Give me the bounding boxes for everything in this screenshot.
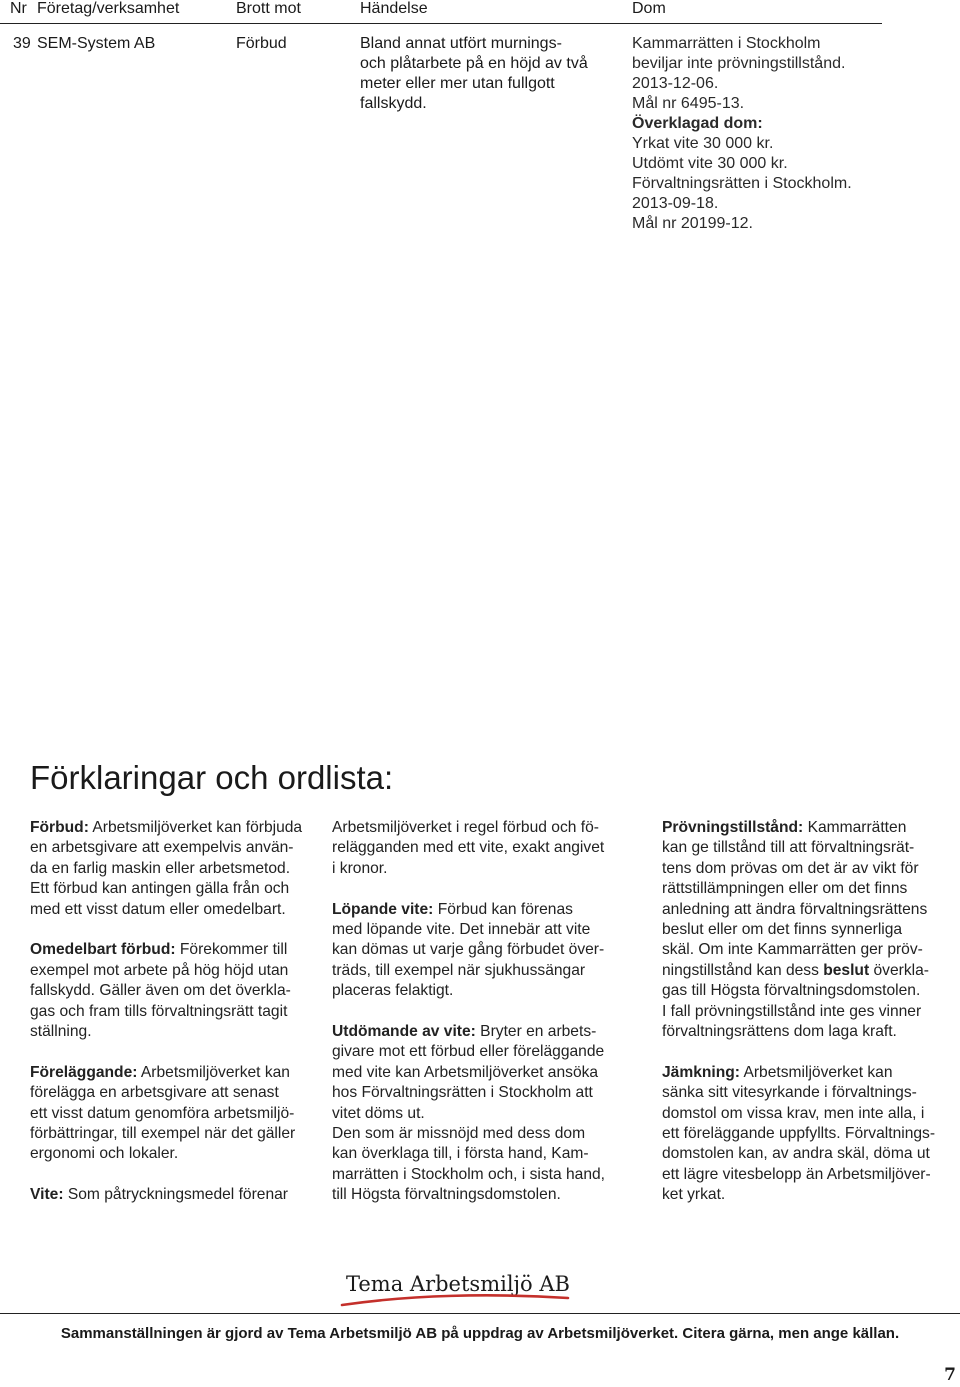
verdict-line: Yrkat vite 30 000 kr. [632, 135, 774, 152]
glossary-title: Förklaringar och ordlista: [30, 759, 394, 796]
bold-word-beslut: beslut [823, 961, 870, 979]
definition-line: med löpande vite. Det innebär att vite [332, 921, 591, 939]
definition-text: Bryter en arbets- [475, 1023, 597, 1041]
definition-line: förelägga en arbetsgivare att senast [30, 1084, 279, 1102]
spacer [332, 879, 632, 899]
glossary-entry-forelaggande [30, 1063, 330, 1083]
definition-text: Som påtryckningsmedel förenar [63, 1186, 288, 1204]
definition-text: Arbetsmiljöverket kan förbjuda [88, 819, 303, 836]
glossary-entry-omedelbart [30, 940, 330, 960]
footer-attribution: Sammanställningen är gjord av Tema Arbetsmiljö AB på uppdrag av Arbetsmiljöverket. Citera gärna, men ange källan. [60, 1325, 900, 1342]
term-jamkning: Jämkning: [662, 1063, 740, 1081]
glossary-column-2 [332, 818, 632, 1206]
verdict-line: 2013-09-18. [632, 195, 719, 212]
definition-line: sänka sitt vitesyrkande i förvaltnings- [662, 1084, 917, 1102]
event-line: och plåtarbete på en höjd av två [360, 55, 588, 72]
definition-line: anledning att ändra förvaltningsrättens [662, 900, 928, 918]
definition-line: domstolen kan, av andra skäl, döma ut [662, 1145, 930, 1163]
footer-rule [0, 1313, 960, 1314]
definition-line: ket yrkat. [662, 1186, 726, 1204]
verdict-line: Utdömt vite 30 000 kr. [632, 155, 788, 172]
definition-line: beslut eller om det finns synnerliga [662, 921, 903, 939]
definition-line: ställning. [30, 1023, 92, 1041]
definition-text: Arbetsmiljöverket kan [739, 1063, 893, 1081]
verdict-line: Förvaltningsrätten i Stockholm. [632, 175, 852, 192]
definition-line: I fall prövningstillstånd inte ges vinner [662, 1002, 922, 1020]
verdict-appealed-label: Överklagad dom: [632, 115, 763, 132]
term-provningstillstand: Prövningstillstånd: [662, 819, 804, 836]
definition-line: med ett visst datum eller omedelbart. [30, 900, 286, 918]
term-utdomande: Utdömande av vite: [332, 1023, 476, 1041]
header-company: Företag/verksamhet [37, 0, 180, 17]
definition-line: da en farlig maskin eller arbetsmetod. [30, 859, 291, 877]
header-rule [0, 23, 882, 24]
term-lopande-vite: Löpande vite: [332, 900, 434, 918]
verdict-line: 2013-12-06. [632, 75, 719, 92]
row-event [360, 34, 588, 114]
row-nr: 39 [13, 35, 31, 52]
definition-line: i kronor. [332, 859, 388, 877]
definition-line: skäl. Om inte Kammarrätten ger pröv- [662, 941, 923, 959]
definition-line: exempel mot arbete på hög höjd utan [30, 961, 289, 979]
glossary-entry-provningstillstand [662, 818, 960, 838]
spacer [30, 920, 330, 940]
header-verdict: Dom [632, 0, 666, 17]
definition-line: Ett förbud kan antingen gälla från och [30, 880, 290, 898]
header-breach: Brott mot [236, 0, 301, 17]
definition-line: vitet döms ut. [332, 1104, 425, 1122]
glossary-entry-lopande-vite [332, 900, 632, 920]
definition-line: till Högsta förvaltningsdomstolen. [332, 1186, 561, 1204]
definition-line: med vite kan Arbetsmiljöverket ansöka [332, 1063, 599, 1081]
tema-arbetsmiljo-logo [320, 1270, 630, 1310]
verdict-line: beviljar inte prövningstillstånd. [632, 55, 846, 72]
definition-line: gas och fram tills förvaltningsrätt tagit [30, 1002, 288, 1020]
definition-line: placeras felaktigt. [332, 982, 454, 1000]
logo-swoosh-icon [320, 1292, 630, 1308]
definition-line: givare mot ett förbud eller föreläggande [332, 1043, 605, 1061]
verdict-line: Mål nr 20199-12. [632, 215, 753, 232]
term-forelaggande: Föreläggande: [30, 1063, 138, 1081]
term-vite: Vite: [30, 1186, 64, 1204]
glossary-column-1 [30, 818, 330, 1206]
spacer [30, 1042, 330, 1062]
definition-text: Kammarrätten [803, 819, 907, 836]
definition-text: överkla- [869, 961, 929, 979]
definition-line: förvaltningsrättens dom laga kraft. [662, 1023, 897, 1041]
definition-line: hos Förvaltningsrätten i Stockholm att [332, 1084, 593, 1102]
definition-line: kan överklaga till, i första hand, Kam- [332, 1145, 589, 1163]
definition-line: kan ge tillstånd till att förvaltningsrät- [662, 839, 915, 857]
event-line: Bland annat utfört murnings- [360, 35, 562, 52]
definition-line: Arbetsmiljöverket i regel förbud och fö- [332, 819, 599, 836]
definition-line: Den som är missnöjd med dess dom [332, 1125, 586, 1143]
definition-line-with-bold [662, 961, 960, 981]
definition-line: gas till Högsta förvaltningsdomstolen. [662, 982, 921, 1000]
definition-text: Förekommer till [175, 941, 288, 959]
definition-line: domstol om vissa krav, men inte alla, i [662, 1104, 925, 1122]
definition-line: fallskydd. Gäller även om det överkla- [30, 982, 291, 1000]
logo-wordmark: Tema Arbetsmiljö AB [346, 1272, 570, 1296]
glossary-entry-jamkning [662, 1063, 960, 1083]
term-omedelbart: Omedelbart förbud: [30, 941, 176, 959]
event-line: meter eller mer utan fullgott [360, 75, 555, 92]
definition-line: ett föreläggande uppfyllts. Förvaltnings- [662, 1125, 936, 1143]
event-line: fallskydd. [360, 95, 427, 112]
definition-line: träds, till exempel när sjukhussängar [332, 961, 586, 979]
definition-line: förbättringar, till exempel när det gäller [30, 1125, 296, 1143]
definition-text: ningstillstånd kan dess [662, 961, 824, 979]
glossary-entry-vite [30, 1185, 330, 1205]
header-event: Händelse [360, 0, 428, 17]
term-forbud: Förbud: [30, 819, 89, 836]
definition-text: Förbud kan förenas [433, 900, 573, 918]
definition-line: marrätten i Stockholm och, i sista hand, [332, 1165, 606, 1183]
row-verdict [632, 34, 852, 234]
glossary-column-3 [662, 818, 960, 1206]
definition-line: relägganden med ett vite, exakt angivet [332, 839, 605, 857]
definition-line: rättstillämpningen eller om det finns [662, 880, 908, 898]
spacer [662, 1042, 960, 1062]
spacer [30, 1165, 330, 1185]
definition-line: ergonomi och lokaler. [30, 1145, 179, 1163]
verdict-line: Kammarrätten i Stockholm [632, 35, 821, 52]
definition-text: Arbetsmiljöverket kan [137, 1063, 290, 1081]
verdict-line: Mål nr 6495-13. [632, 95, 745, 112]
definition-line: tens dom prövas om det är av vikt för [662, 859, 919, 877]
row-breach: Förbud [236, 35, 287, 52]
spacer [332, 1002, 632, 1022]
definition-line: ett visst datum genomföra arbetsmiljö- [30, 1104, 295, 1122]
glossary-entry-forbud [30, 818, 330, 838]
row-company: SEM-System AB [37, 35, 156, 52]
page-number: 7 [944, 1365, 956, 1385]
definition-line: en arbetsgivare att exempelvis använ- [30, 839, 294, 857]
glossary-entry-utdomande [332, 1022, 632, 1042]
definition-line: ett lägre vitesbelopp än Arbetsmiljöver- [662, 1165, 931, 1183]
header-nr: Nr [10, 0, 27, 17]
definition-line: kan dömas ut varje gång förbudet över- [332, 941, 605, 959]
